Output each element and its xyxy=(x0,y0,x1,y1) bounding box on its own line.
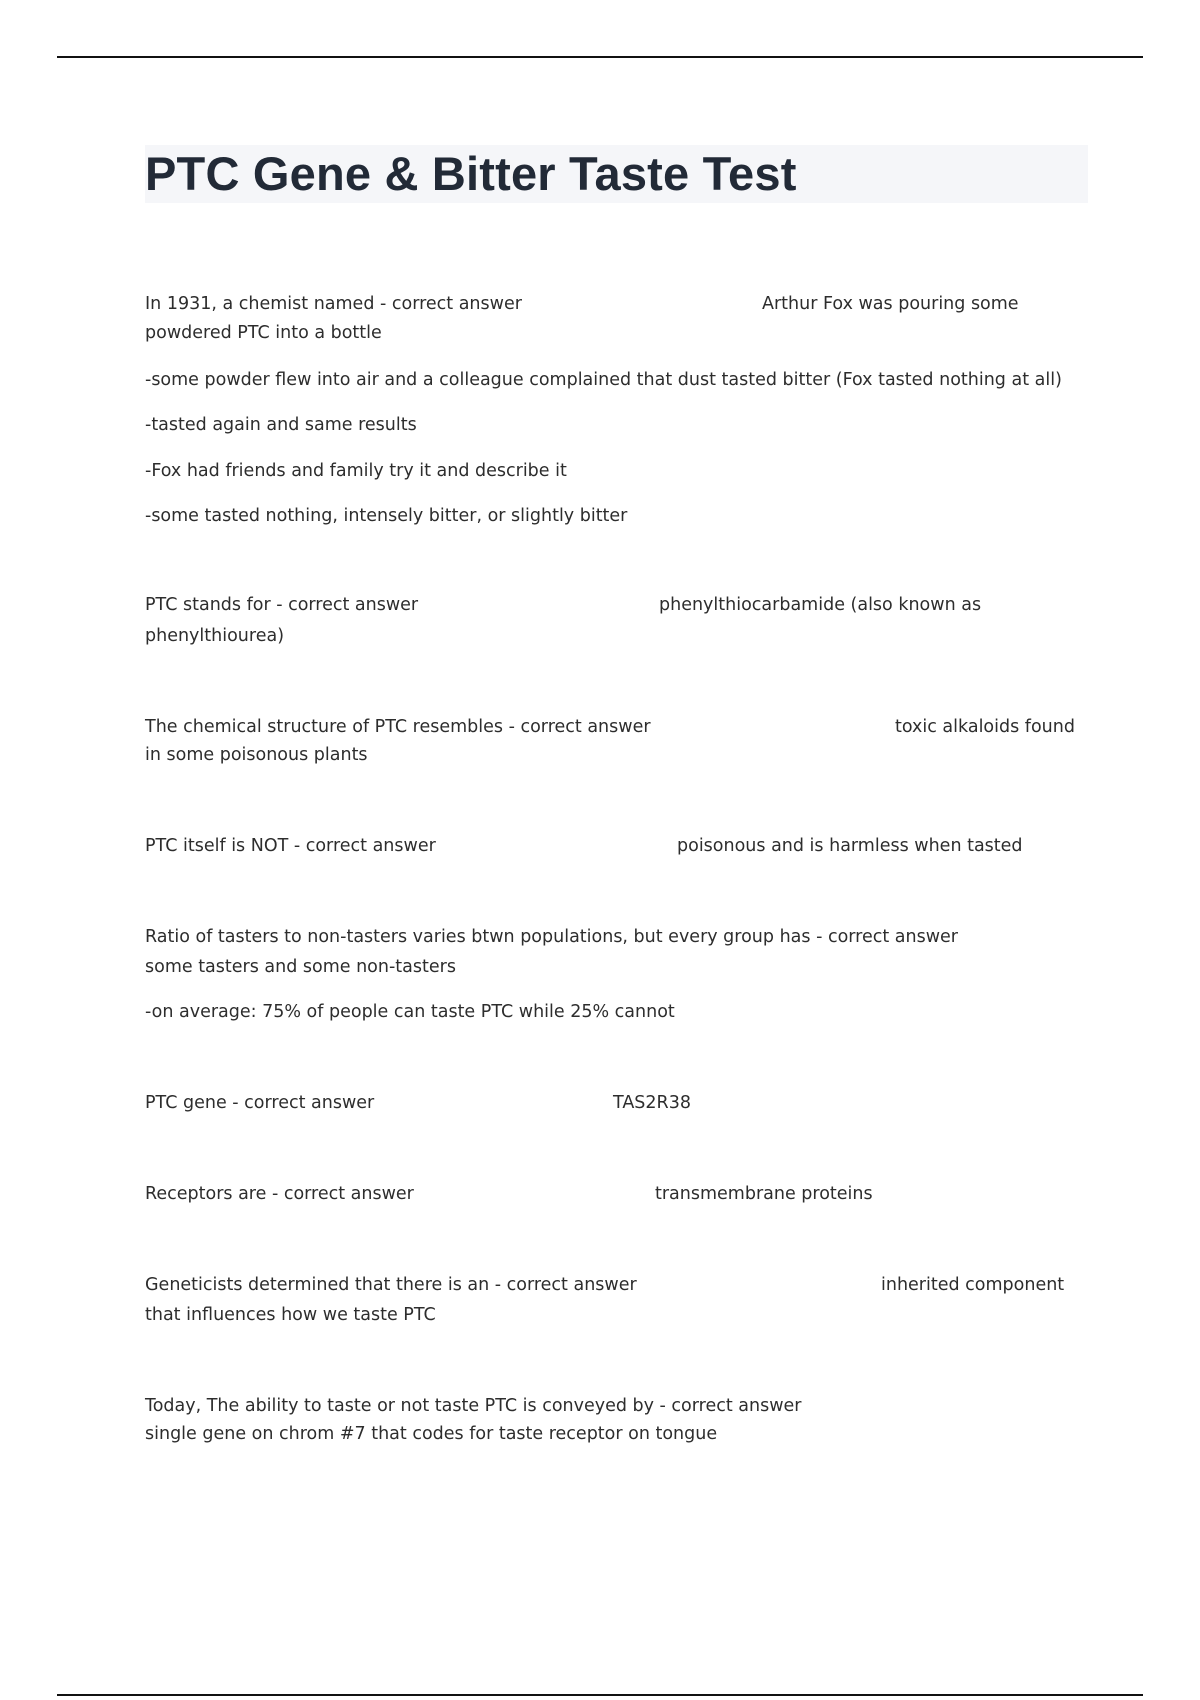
page-title: PTC Gene & Bitter Taste Test xyxy=(145,147,797,200)
qa-line xyxy=(145,591,1085,620)
question-text: Ratio of tasters to non-tasters varies btwn populations, but every group has - correct answer xyxy=(145,927,958,947)
qa-line xyxy=(145,832,1085,861)
question-text: The chemical structure of PTC resembles - correct answer xyxy=(145,717,651,737)
answer-text: Arthur Fox was pouring some xyxy=(762,294,1019,314)
header-rule xyxy=(57,56,1143,58)
answer-continuation: single gene on chrom #7 that codes for taste receptor on tongue xyxy=(145,1424,718,1444)
bullet-line: -Fox had friends and family try it and describe it xyxy=(145,461,567,481)
question-text: Geneticists determined that there is an - correct answer xyxy=(145,1275,637,1295)
qa-line xyxy=(145,923,1085,952)
qa-line xyxy=(145,1089,1085,1118)
qa-line xyxy=(145,713,1085,742)
bullet-line: -some tasted nothing, intensely bitter, or slightly bitter xyxy=(145,506,628,526)
answer-text: poisonous and is harmless when tasted xyxy=(677,836,1023,856)
bullet-line: -some powder flew into air and a colleague complained that dust tasted bitter (Fox tasted nothing at all) xyxy=(145,370,1062,390)
question-text: PTC itself is NOT - correct answer xyxy=(145,836,436,856)
answer-text: TAS2R38 xyxy=(613,1093,691,1113)
qa-line xyxy=(145,1271,1085,1300)
answer-text: toxic alkaloids found xyxy=(895,717,1075,737)
question-text: In 1931, a chemist named - correct answer xyxy=(145,294,522,314)
answer-continuation: phenylthiourea) xyxy=(145,626,285,646)
answer-continuation: in some poisonous plants xyxy=(145,745,368,765)
answer-continuation: powdered PTC into a bottle xyxy=(145,323,382,343)
question-text: Receptors are - correct answer xyxy=(145,1184,414,1204)
answer-continuation: some tasters and some non-tasters xyxy=(145,957,456,977)
question-text: Today, The ability to taste or not taste PTC is conveyed by - correct answer xyxy=(145,1396,802,1416)
bullet-line: -on average: 75% of people can taste PTC while 25% cannot xyxy=(145,1002,675,1022)
question-text: PTC gene - correct answer xyxy=(145,1093,375,1113)
answer-text: transmembrane proteins xyxy=(655,1184,873,1204)
question-text: PTC stands for - correct answer xyxy=(145,595,419,615)
answer-continuation: that influences how we taste PTC xyxy=(145,1305,436,1325)
qa-line xyxy=(145,1180,1085,1209)
bullet-line: -tasted again and same results xyxy=(145,415,417,435)
footer-rule xyxy=(57,1694,1143,1696)
answer-text: inherited component xyxy=(881,1275,1065,1295)
qa-line xyxy=(145,1392,1085,1421)
qa-line xyxy=(145,290,1085,319)
answer-text: phenylthiocarbamide (also known as xyxy=(659,595,982,615)
